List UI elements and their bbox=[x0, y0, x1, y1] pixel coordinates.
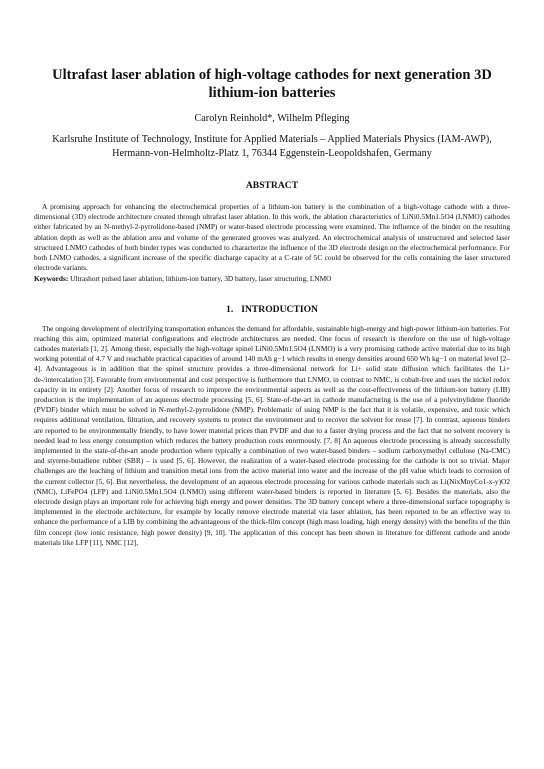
introduction-heading bbox=[34, 304, 510, 316]
affiliation: Karlsruhe Institute of Technology, Institute for Applied Materials – Applied Materials Physics (IAM-AWP), Hermann-von-Helmholtz-Platz 1, 76344 Eggenstein-Leopoldshafen, Germany bbox=[52, 134, 492, 159]
paper-title: Ultrafast laser ablation of high-voltage cathodes for next generation 3D lithium-ion batteries bbox=[52, 67, 492, 101]
keywords-text: Ultrashort pulsed laser ablation, lithium-ion battery, 3D battery, laser structuring, LNMO bbox=[70, 274, 332, 284]
introduction-text: The ongoing development of electrifying transportation enhances the demand for affordable, sustainable high-energy and high-power lithium-ion batteries. For reaching this aim, optimized material configurations and electrode architectures are needed. One focus of research is therefore on the use of high-voltage cathodes materials [1, 2]. Among these, especially the high-voltage spinel LiNi0.5Mn1.5O4 (LNMO) is a very promising cathode active material due to its high working potential of 4.7 V and reachable practical capacities of around 140 mAh g−1 which results in energy densities around 650 Wh kg−1 on material level [2–4]. Advantageous is in addition that the spinel structure provides a three-dimensional network for Li+ solid state diffusion which facilitates the Li+ de-/intercalation [3]. Favorable from environmental and cost perspective is furthermore that LNMO, in contrast to NMC, is cobalt-free and uses the nickel redox capacity in its entirety [2]. Another focus of research to improve the environmental aspects as well as the cost-effectiveness of the lithium-ion battery (LIB) production is the implementation of an aqueous electrode processing [5, 6]. State-of-the-art in cathode manufacturing is the use of a polyvinylidene fluoride (PVDF) binder which must be solved in N-methyl-2-pyrrolidone (NMP). Problematic of using NMP is the fact that it is volatile, expensive, and toxic which requires additional ventilation, filtration, and recovery systems to protect the environment and to recover the solvent for reuse [7]. In contrast, aqueous binders are reported to be environmentally friendly, to have lower material prices than PVDF and due to a faster drying process and the fact that no solvent recovery is needed lead to less energy consumption which reduces the battery production costs enormously. [7, 8] An aqueous electrode processing is already successfully implemented in the state-of-the-art anode production where typically a combination of two water-based binders – sodium carboxymethyl cellulose (Na-CMC) and styrene-butadiene rubber (SBR) – is used [5, 6]. However, the realization of a water-based electrode processing for the cathode is not so trivial. Major challenges are the leaching of lithium and transition metal ions from the active material into water and the increase of the pH value which leads to corrosion of the current collector [5, 6]. But nevertheless, the development of an aqueous electrode processing for various cathode materials such as Li(NixMnyCo1-x-y)O2 (NMC), LiFePO4 (LFP) and LiNi0.5Mn1.5O4 (LNMO) using different water-based binders is reported in literature [5, 6]. Besides the materials, also the electrode design plays an important role for achieving high energy and power densities. The 3D battery concept where a three-dimensional surface topography is implemented in the electrode architecture, for example by locally remove electrode material via laser ablation, has been reported to be an effective way to enhance the performance of a LIB by combining the advantageous of the thick-film concept (high mass loading, high energy density) with the benefits of the thin film concept (low ionic resistance, high power density) [9, 10]. The application of this concept has been shown in literature for different cathode and anode materials like LFP [11], NMC [12], bbox=[34, 323, 510, 547]
keywords-line bbox=[34, 274, 510, 284]
keywords-label: Keywords: bbox=[34, 274, 69, 284]
section-number: 1. bbox=[226, 303, 234, 315]
section-title: INTRODUCTION bbox=[241, 303, 318, 315]
abstract-heading: ABSTRACT bbox=[245, 180, 299, 191]
abstract-text: A promising approach for enhancing the electrochemical properties of a lithium-ion battery is the combination of a high-voltage cathode with a three-dimensional (3D) electrode architecture created through ultrafast laser ablation. In this work, the ablation characteristics of LiNi0.5Mn1.5O4 (LNMO) cathodes either fabricated by an N-methyl-2-pyrrolidone-based (NMP) or water-based electrode processing were examined. The influence of the binder on the resulting ablation depth as well as the ablation area and volume of the generated grooves was analyzed. An electrochemical analysis of unstructured and selected laser structured LNMO cathodes of both binder types was conducted to characterize the influence of the 3D electrode design on the electrochemical performance. For both LNMO cathodes, a significant increase of the specific discharge capacity at a C-rate of 5C could be observed for the cells containing the laser structured electrode variants. bbox=[34, 202, 510, 273]
author-list: Carolyn Reinhold*, Wilhelm Pfleging bbox=[194, 113, 350, 124]
